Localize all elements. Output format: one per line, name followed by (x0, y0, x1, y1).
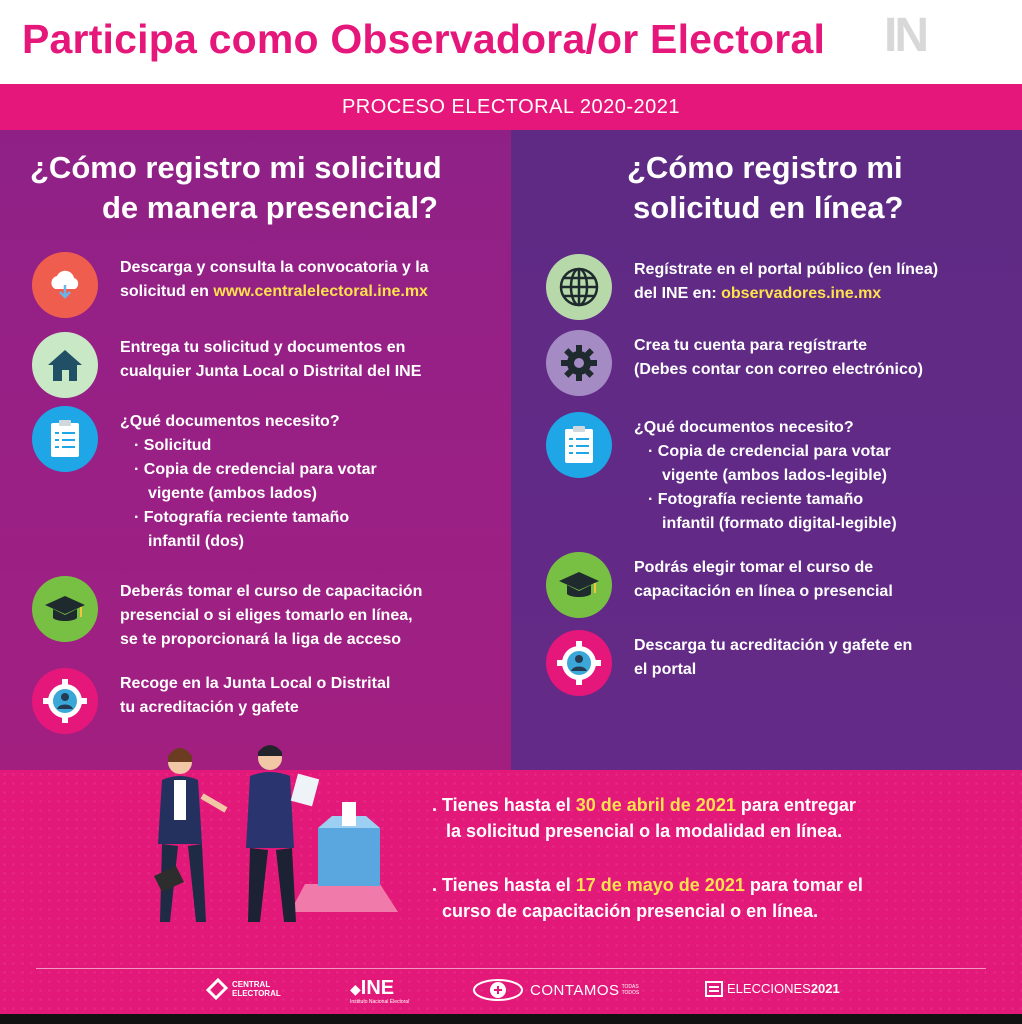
left-step-deliver: Entrega tu solicitud y documentos en cualquier Junta Local o Distrital del INE (32, 332, 421, 398)
online-title: ¿Cómo registro mi solicitud en línea? (627, 150, 904, 225)
globe-icon (546, 254, 612, 320)
bottom-border (0, 1014, 1022, 1024)
centralelectoral-link[interactable]: www.centralelectoral.ine.mx (213, 283, 428, 300)
process-label: PROCESO ELECTORAL 2020-2021 (341, 95, 681, 118)
page-title: Participa como Observadora/or Electoral (22, 16, 826, 62)
right-step-register: Regístrate en el portal público (en línea) del INE en: observadores.ine.mx (546, 254, 938, 320)
deadline-note-2: . Tienes hasta el 17 de mayo de 2021 para tomar el curso de capacitación presencial o en línea. (432, 875, 863, 921)
contamos-logo: CONTAMOS TODAS TODOS (472, 978, 639, 1002)
user-badge-icon (32, 668, 98, 734)
clipboard-icon (32, 406, 98, 472)
left-step-download-text: Descarga y consulta la convocatoria y la solicitud en www.centralelectoral.ine.mx (120, 259, 429, 300)
gear-icon (546, 330, 612, 396)
right-step-account: Crea tu cuenta para regístrarte (Debes contar con correo electrónico) (546, 330, 923, 396)
left-step-download (32, 252, 429, 318)
in-person-title: ¿Cómo registro mi solicitud de manera presencial? (30, 150, 442, 225)
left-step-course: Deberás tomar el curso de capacitación presencial o si eliges tomarlo en línea, se te proporcionará la liga de acceso (32, 576, 422, 652)
right-step-documents: ¿Qué documentos necesito? · Copia de credencial para votar vigente (ambos lados-legible) · Fotografía reciente tamaño infantil (formato digital-legible) (546, 412, 897, 536)
deadline-date-1: 30 de abril de 2021 (575, 795, 736, 815)
user-badge-icon (546, 630, 612, 696)
central-electoral-logo: CENTRAL ELECTORAL (206, 978, 281, 1000)
left-step-pickup: Recoge en la Junta Local o Distrital tu acreditación y gafete (32, 668, 390, 734)
observadores-link[interactable]: observadores.ine.mx (721, 285, 882, 302)
online-column (511, 130, 1022, 770)
right-step-course: Podrás elegir tomar el curso de capacitación en línea o presencial (546, 552, 893, 618)
right-step-download-badge: Descarga tu acreditación y gafete en el portal (546, 630, 912, 696)
deadline-note-1: . Tienes hasta el 30 de abril de 2021 para entregar la solicitud presencial o la modalidad en línea. (432, 795, 856, 841)
process-band (0, 84, 1022, 130)
ine-logo: ◆INE Instituto Nacional Electoral (350, 977, 410, 1005)
clipboard-icon (546, 412, 612, 478)
in-logo: IN (884, 9, 926, 62)
cloud-download-icon (32, 252, 98, 318)
left-step-documents: ¿Qué documentos necesito? · Solicitud · Copia de credencial para votar vigente (ambos lados) · Fotografía reciente tamaño infantil (dos) (32, 406, 377, 554)
header (0, 0, 1022, 84)
elecciones-2021-logo: ELECCIONES 2021 (704, 978, 840, 998)
house-icon (32, 332, 98, 398)
footer-divider (36, 968, 986, 969)
graduation-cap-icon (32, 576, 98, 642)
graduation-cap-icon (546, 552, 612, 618)
people-ballot-illustration (140, 736, 420, 946)
deadline-date-2: 17 de mayo de 2021 (575, 875, 745, 895)
in-person-column (0, 130, 511, 770)
